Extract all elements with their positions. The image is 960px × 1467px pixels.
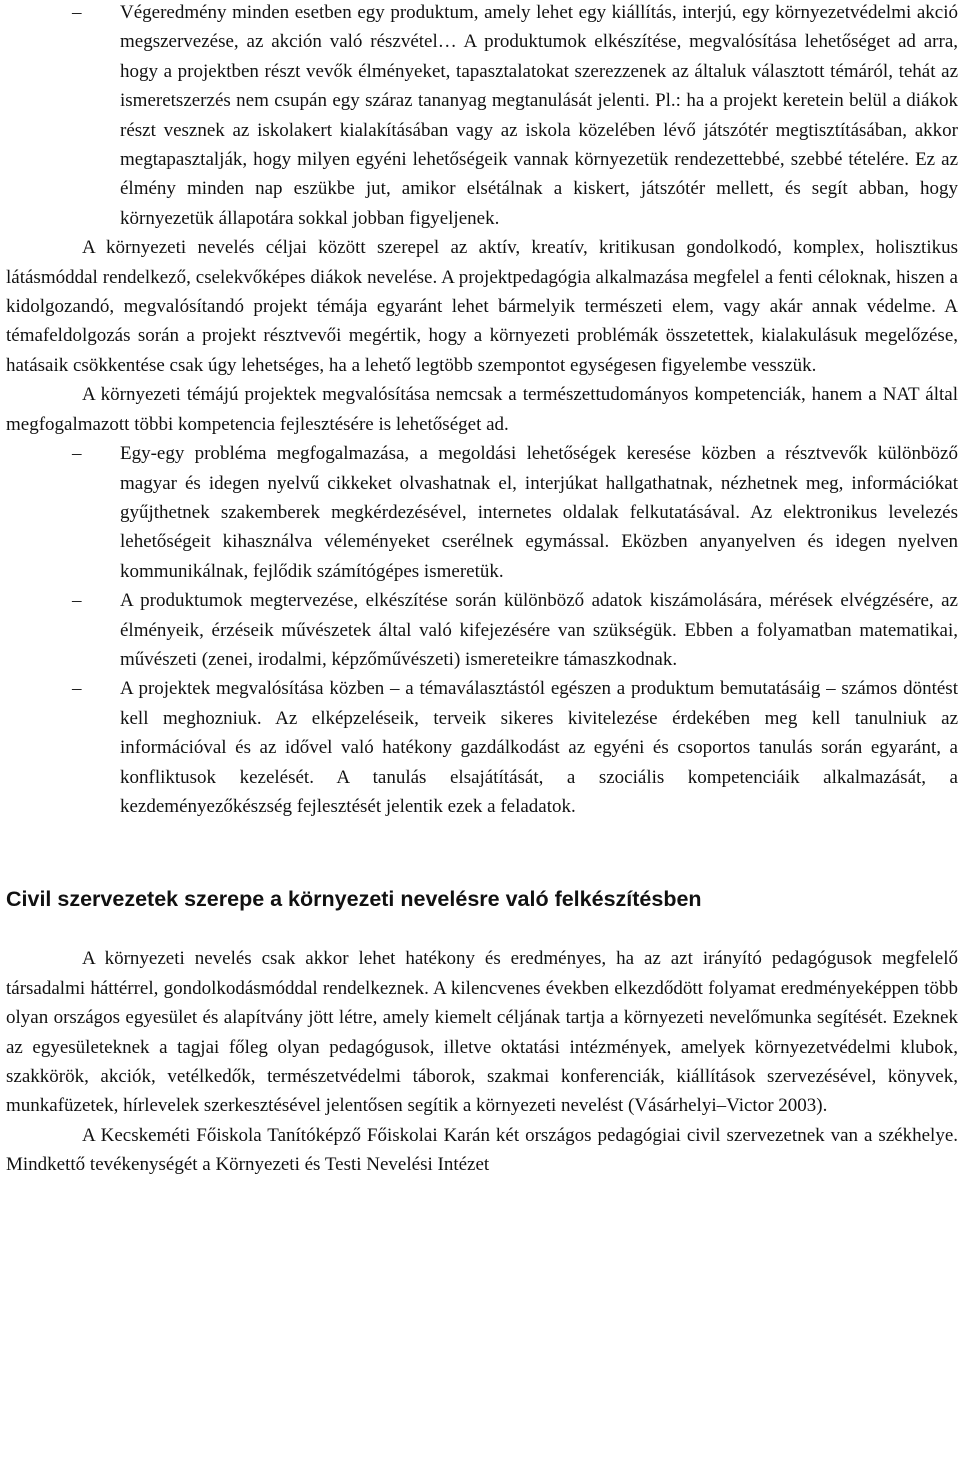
section-heading: Civil szervezetek szerepe a környezeti nevelésre való felkészítésben xyxy=(6,887,702,912)
dash-bullet: – xyxy=(72,2,82,23)
dash-bullet: – xyxy=(72,678,82,700)
list-item-text: A produktumok megtervezése, elkészítése során különböző adatok kiszámolására, mérések elvégzésére, az élményeik, érzéseik művészetek által való kifejezésére van szükségük. Ebben a folyamatban matematikai, művészeti (zenei, irodalmi, képzőművészeti) ismereteikre támaszkodnak. xyxy=(120,590,958,670)
list-item-text: Egy-egy probléma megfogalmazása, a megoldási lehetőségek keresése közben a résztvevők különböző magyar és idegen nyelvű cikkeket olvashatnak el, interjúkat hallgathatnak, nézhetnek meg, információkat gyűjthetnek szakemberek megkérdezésével, internetes oldalak felkutatásával. Az elektronikus levelezés lehetőségeit kihasználva véleményeket cserélnek egymással. Eközben anyanyelven és idegen nyelven kommunikálnak, fejlődik számítógépes ismeretük. xyxy=(120,443,958,582)
list-item xyxy=(6,586,958,674)
paragraph: A környezeti nevelés csak akkor lehet hatékony és eredményes, ha az azt irányító pedagógusok megfelelő társadalmi háttérrel, gondolkodásmóddal rendelkeznek. A kilencvenes években elkezdődött folyamat eredményeképpen több olyan országos egyesület és alapítvány jött létre, amely kiemelt céljának tartja a környezeti nevelőmunka segítését. Ezeknek az egyesületeknek a tagjai főleg olyan pedagógusok, illetve oktatási intézmények, amelyek környezetvédelmi klubok, szakkörök, akciók, vetélkedők, természetvédelmi táborok, szakmai konferenciák, kiállítások szervezésével, könyvek, munkafüzetek, hírlevelek szerkesztésével jelentősen segítik a környezeti nevelést (Vásárhelyi–Victor 2003). xyxy=(6,948,958,1117)
dash-bullet: – xyxy=(72,590,82,612)
paragraph: A környezeti nevelés céljai között szerepel az aktív, kreatív, kritikusan gondolkodó, komplex, holisztikus látásmóddal rendelkező, cselekvőképes diákok nevelése. A projektpedagógia alkalmazása megfelel a fenti céloknak, hiszen a kidolgozandó, megvalósítandó projekt témája egyaránt lehet bármelyik természeti elem, vagy akár annak védelme. A témafeldolgozás során a projekt résztvevői megértik, hogy a környezeti problémák összetettek, kialakulásuk megelőzése, hatásaik csökkentése csak úgy lehetséges, ha a lehető legtöbb szempontot egységesen figyelembe vesszük. xyxy=(6,237,958,376)
list-item xyxy=(6,439,958,586)
dash-bullet: – xyxy=(72,443,82,465)
list-item-text: Végeredmény minden esetben egy produktum, amely lehet egy kiállítás, interjú, egy környezetvédelmi akció megszervezése, az akción való részvétel… A produktumok elkészítése, megvalósítása lehetőséget ad arra, hogy a projektben részt vevők élményeket, tapasztalatokat szerezzenek az általuk választott témáról, tehát az ismeretszerzés nem csupán egy száraz tananyag megtanulását jelenti. Pl.: ha a projekt keretein belül a diákok részt vesznek az iskolakert kialakításában vagy az iskola közelében lévő játszótér megtisztításában, akkor megtapasztalják, hogy milyen egyéni lehetőségeik vannak környezetük rendezettebbé, szebbé tételére. Ez az élmény minden nap eszükbe jut, amikor elsétálnak a kiskert, játszótér mellett, és segít abban, hogy környezetük állapotára sokkal jobban figyeljenek. xyxy=(120,2,958,229)
list-item-text: A projektek megvalósítása közben – a témaválasztástól egészen a produktum bemutatásáig – számos döntést kell meghozniuk. Az elképzeléseik, terveik sikeres kivitelezése érdekében meg kell tanulniuk az információval és az idővel való hatékony gazdálkodást az egyéni és csoportos tanulás során egyaránt, a konfliktusok kezelését. A tanulás elsajátítását, a szociális kompetenciáik alkalmazását, a kezdeményezőkészség fejlesztését jelentik ezek a feladatok. xyxy=(120,678,958,817)
list-item xyxy=(6,0,958,233)
list-item xyxy=(6,674,958,821)
document-page xyxy=(6,0,958,1180)
paragraph: A Kecskeméti Főiskola Tanítóképző Főiskolai Karán két országos pedagógiai civil szervezetnek van a székhelye. Mindkettő tevékenységét a Környezeti és Testi Nevelési Intézet xyxy=(6,1124,958,1176)
paragraph: A környezeti témájú projektek megvalósítása nemcsak a természettudományos kompetenciák, hanem a NAT által megfogalmazott többi kompetencia fejlesztésére is lehetőséget ad. xyxy=(6,384,958,435)
